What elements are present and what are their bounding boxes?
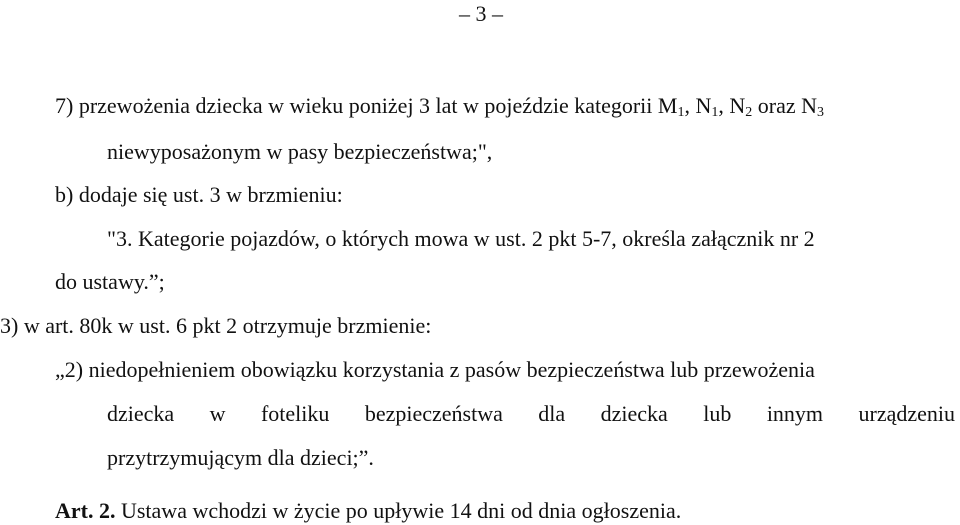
art-2-text: Ustawa wchodzi w życie po upływie 14 dni od dnia ogłoszenia. <box>115 498 682 523</box>
art-2-label: Art. 2. <box>55 498 116 523</box>
item-7-separator-2: , N <box>718 93 746 118</box>
ust-3-line-1: "3. Kategorie pojazdów, o których mowa w ust. 2 pkt 5-7, określa załącznik nr 2 <box>107 226 815 251</box>
category-n2-subscript: 2 <box>745 105 753 120</box>
ust-3-line-2: do ustawy.”; <box>55 269 165 294</box>
item-7-separator-3: oraz N <box>752 93 817 118</box>
point-b: b) dodaje się ust. 3 w brzmieniu: <box>55 182 343 207</box>
category-m-subscript: 1 <box>677 105 685 120</box>
item-7-line-2: niewyposażonym w pasy bezpieczeństwa;", <box>107 139 493 164</box>
category-n1-subscript: 1 <box>711 105 719 120</box>
item-7-separator-1: , N <box>684 93 712 118</box>
category-n3-subscript: 3 <box>817 105 824 120</box>
point-3: 3) w art. 80k w ust. 6 pkt 2 otrzymuje brzmienie: <box>0 313 432 338</box>
new-pkt-2-line-3: przytrzymującym dla dzieci;”. <box>107 445 374 470</box>
item-7-line-1 <box>55 93 824 119</box>
art-2 <box>55 498 681 524</box>
new-pkt-2-line-1: „2) niedopełnieniem obowiązku korzystania z pasów bezpieczeństwa lub przewożenia <box>55 357 815 382</box>
page-number: – 3 – <box>459 1 503 26</box>
new-pkt-2-line-2: dziecka w foteliku bezpieczeństwa dla dziecka lub innym urządzeniu <box>107 401 955 426</box>
item-7-prefix: 7) przewożenia dziecka w wieku poniżej 3 lat w pojeździe kategorii M <box>55 93 678 118</box>
